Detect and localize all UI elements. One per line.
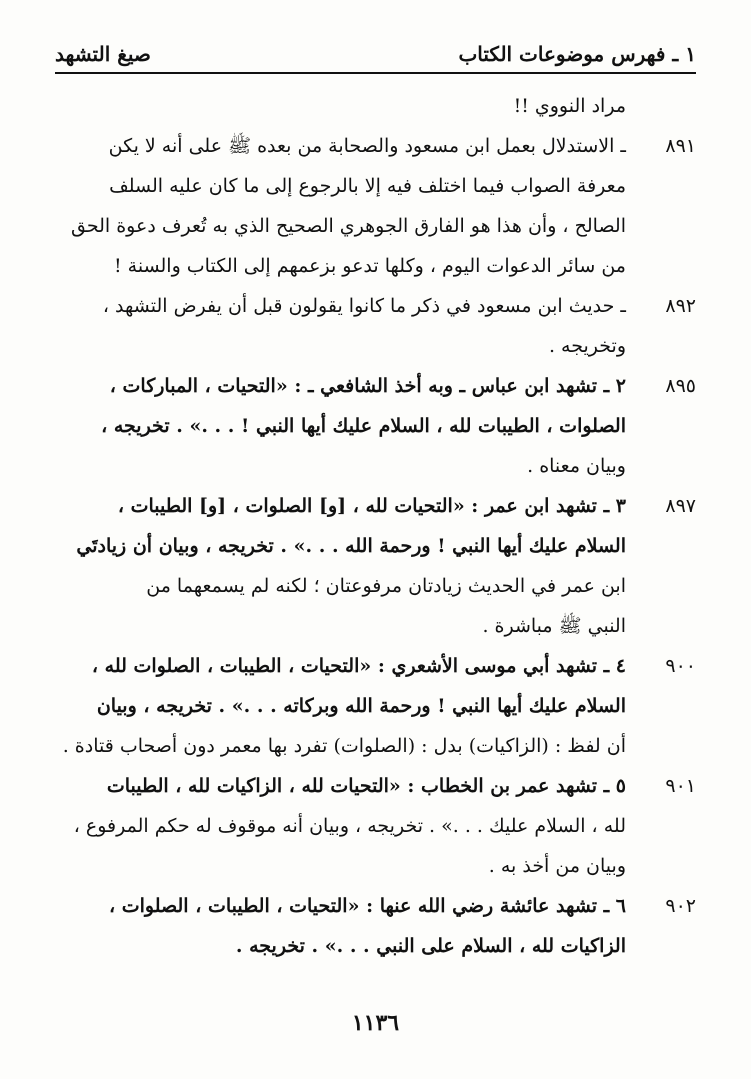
header-chapter-title: صيغ التشهد bbox=[55, 42, 151, 66]
entry-line: السلام عليك أيها النبي ! ورحمة الله وبركاته . . .» . تخريجه ، وبيان bbox=[96, 695, 626, 717]
index-entry bbox=[55, 486, 696, 646]
page-number: ١١٣٦ bbox=[351, 1010, 400, 1036]
entry-line: أن لفظ : (الزاكيات) بدل : (الصلوات) تفرد بها معمر دون أصحاب قتادة . bbox=[62, 735, 626, 757]
entry-line: ـ الاستدلال بعمل ابن مسعود والصحابة من بعده ﷺ على أنه لا يكن bbox=[108, 135, 626, 157]
index-entry bbox=[55, 646, 696, 766]
page-reference: ٩٠١ bbox=[665, 775, 696, 797]
entry-line: لله ، السلام عليك . . .» . تخريجه ، وبيان أنه موقوف له حكم المرفوع ، bbox=[73, 815, 626, 837]
header-section-title: ١ ـ فهرس موضوعات الكتاب bbox=[458, 42, 696, 66]
entry-line: ٣ ـ تشهد ابن عمر : «التحيات لله ، [و] الصلوات ، [و] الطيبات ، bbox=[117, 495, 626, 517]
page-reference: ٨٩٧ bbox=[665, 495, 696, 517]
entry-line: ٤ ـ تشهد أبي موسى الأشعري : «التحيات ، الطيبات ، الصلوات لله ، bbox=[91, 655, 626, 677]
page-reference: ٨٩٢ bbox=[665, 295, 696, 317]
running-header bbox=[55, 38, 696, 74]
index-entry bbox=[55, 766, 696, 886]
entry-line: النبي ﷺ مباشرة . bbox=[482, 615, 626, 637]
entry-line: ـ حديث ابن مسعود في ذكر ما كانوا يقولون قبل أن يفرض التشهد ، bbox=[102, 295, 626, 317]
entry-line: ٦ ـ تشهد عائشة رضي الله عنها : «التحيات ، الطيبات ، الصلوات ، bbox=[109, 895, 626, 917]
index-entry bbox=[55, 886, 696, 966]
page-reference: ٩٠٢ bbox=[665, 895, 696, 917]
page-reference: ٨٩١ bbox=[665, 135, 696, 157]
entry-line: السلام عليك أيها النبي ! ورحمة الله . . .» . تخريجه ، وبيان أن زيادتَي bbox=[76, 535, 626, 557]
entry-line: الصلوات ، الطيبات لله ، السلام عليك أيها النبي ! . . .» . تخريجه ، bbox=[101, 415, 626, 437]
index-entry bbox=[55, 286, 696, 366]
entry-line: ٢ ـ تشهد ابن عباس ـ وبه أخذ الشافعي ـ : «التحيات ، المباركات ، bbox=[109, 375, 626, 397]
entry-line: معرفة الصواب فيما اختلف فيه إلا بالرجوع إلى ما كان عليه السلف bbox=[109, 175, 626, 197]
entry-line: ٥ ـ تشهد عمر بن الخطاب : «التحيات لله ، الزاكيات لله ، الطيبات bbox=[106, 775, 626, 797]
entry-line: وبيان من أخذ به . bbox=[488, 855, 626, 877]
entry-line: من سائر الدعوات اليوم ، وكلها تدعو بزعمهم إلى الكتاب والسنة ! bbox=[113, 255, 626, 277]
page-reference: ٨٩٥ bbox=[665, 375, 696, 397]
index-entry bbox=[55, 126, 696, 286]
entry-line: الزاكيات لله ، السلام على النبي . . .» . تخريجه . bbox=[235, 935, 626, 957]
entry-line: ابن عمر في الحديث زيادتان مرفوعتان ؛ لكنه لم يسمعهما من bbox=[146, 575, 626, 597]
index-content bbox=[55, 86, 696, 966]
entry-line: الصالح ، وأن هذا هو الفارق الجوهري الصحيح الذي به تُعرف دعوة الحق bbox=[71, 215, 626, 237]
page-reference: ٩٠٠ bbox=[665, 655, 696, 677]
entry-line: وبيان معناه . bbox=[527, 455, 626, 477]
index-entry bbox=[55, 366, 696, 486]
continuation-line: مراد النووي !! bbox=[513, 95, 626, 117]
entry-line: وتخريجه . bbox=[548, 335, 626, 357]
